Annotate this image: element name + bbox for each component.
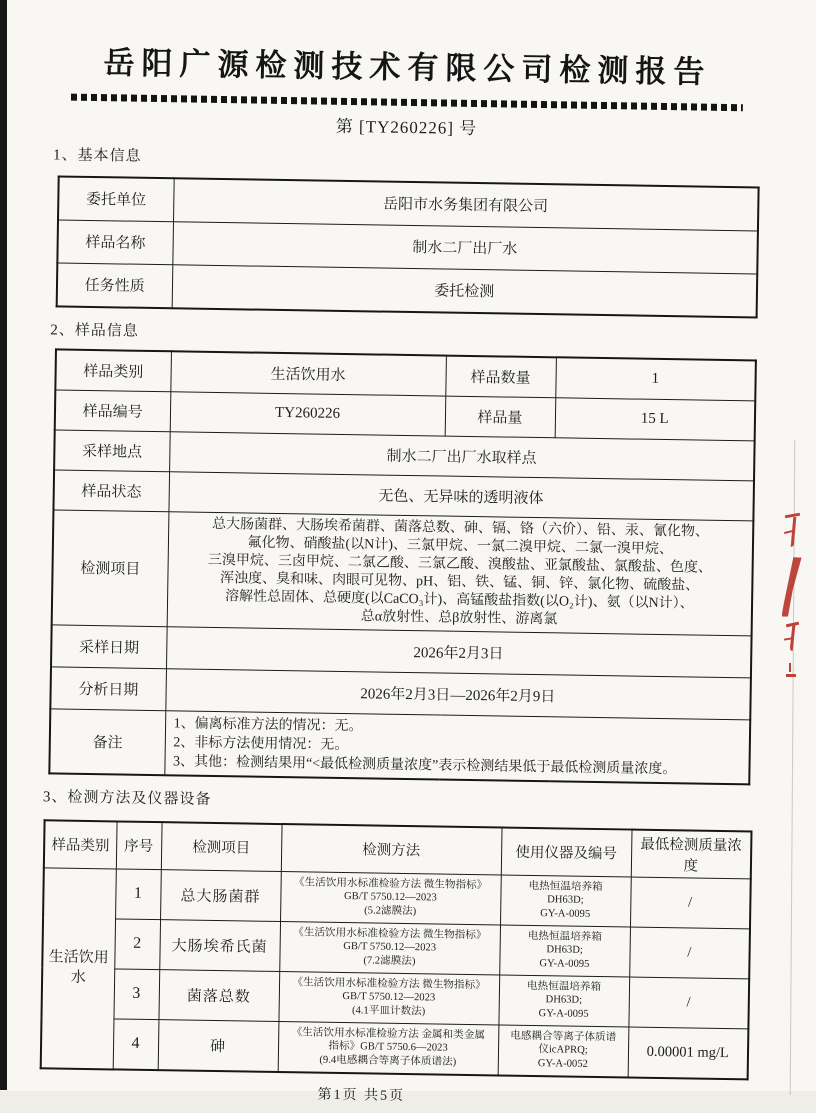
basic-info-table	[56, 175, 760, 318]
column-header: 最低检测质量浓度	[631, 829, 752, 878]
row-label: 分析日期	[50, 667, 166, 711]
remark-line: 3、其他：检测结果用“<最低检测质量浓度”表示检测结果低于最低检测质量浓度。	[172, 753, 677, 777]
section-heading-basic-info: 1、基本信息	[52, 147, 142, 165]
seal-stroke	[786, 674, 796, 677]
test-items-line: 氟化物、硝酸盐(以N计)、三氯甲烷、一氯二溴甲烷、二氯一溴甲烷、	[247, 535, 674, 557]
seal-stroke	[782, 557, 802, 618]
row-number: 1	[115, 869, 161, 920]
test-method	[278, 971, 499, 1024]
instrument-line: DH63D;	[547, 894, 584, 907]
row-value: 委托检测	[172, 264, 758, 317]
method-line: 《生活饮用水标准检验方法 金属和类金属	[291, 1026, 486, 1042]
column-header: 检测项目	[161, 822, 282, 871]
page-title: 岳阳广源检测技术有限公司检测报告	[103, 45, 712, 90]
test-method	[280, 871, 501, 924]
row-label: 委托单位	[58, 176, 174, 221]
row-label: 采样地点	[54, 430, 170, 472]
row-number: 3	[113, 969, 159, 1020]
instrument-line: DH63D;	[545, 994, 583, 1007]
test-method	[278, 1021, 499, 1075]
column-header: 使用仪器及编号	[501, 827, 632, 877]
instrument-info	[498, 975, 629, 1027]
row-label: 样品量	[445, 396, 556, 438]
test-item-name: 砷	[158, 1019, 279, 1071]
test-item-name: 总大肠菌群	[160, 869, 281, 921]
row-number: 4	[113, 1019, 159, 1070]
row-value: 无色、无异味的透明液体	[168, 471, 754, 520]
detection-limit: /	[629, 927, 750, 979]
instrument-line: GY-A-0052	[537, 1058, 588, 1070]
instrument-line: 电热恒温培养箱	[527, 930, 602, 943]
row-label: 备注	[49, 709, 165, 775]
detection-limit: /	[630, 877, 751, 929]
method-line: (9.4电感耦合等离子体质谱法)	[319, 1054, 457, 1068]
instrument-line: GY-A-0095	[538, 1008, 589, 1020]
remark-notes	[164, 710, 750, 784]
row-label: 样品名称	[57, 220, 173, 265]
method-line: 《生活饮用水标准检验方法 微生物指标》	[292, 976, 486, 992]
instrument-info	[499, 925, 630, 977]
row-label: 样品状态	[53, 470, 169, 512]
row-number: 2	[114, 919, 160, 970]
test-items-line: 三溴甲烷、三卤甲烷、二氯乙酸、三氯乙酸、溴酸盐、亚氯酸盐、氯酸盐、色度、	[207, 552, 713, 576]
table-row-remark	[49, 709, 750, 784]
row-value: TY260226	[170, 391, 446, 435]
method-line: (5.2滤膜法)	[364, 905, 417, 918]
row-value: 1	[555, 357, 756, 401]
table-row	[41, 1017, 749, 1079]
report-number: 第 [TY260226] 号	[335, 116, 478, 138]
row-label: 采样日期	[51, 625, 167, 669]
column-header: 样品类别	[44, 820, 117, 869]
row-label: 样品编号	[55, 390, 171, 432]
method-line: GB/T 5750.12—2023	[343, 941, 437, 954]
instrument-line: GY-A-0095	[540, 908, 591, 920]
test-items-line: 总α放射性、总β放射性、游离氯	[360, 608, 558, 627]
method-line: (4.1平皿计数法)	[351, 1005, 426, 1018]
column-header: 检测方法	[281, 824, 502, 875]
row-value: 2026年2月3日	[166, 626, 752, 677]
row-label: 样品类别	[55, 349, 171, 391]
method-line: 《生活饮用水标准检验方法 微生物指标》	[293, 877, 488, 892]
instrument-info	[500, 875, 631, 927]
test-method	[279, 921, 500, 974]
test-items-line: 浑浊度、臭和味、肉眼可见物、pH、铝、铁、锰、铜、锌、氯化物、硫酸盐、	[219, 570, 700, 594]
instrument-line: 电热恒温培养箱	[528, 880, 603, 893]
column-header: 序号	[116, 821, 162, 869]
row-value: 岳阳市水务集团有限公司	[173, 178, 759, 231]
instrument-line: GY-A-0095	[539, 958, 590, 970]
instrument-line: 电感耦合等离子体质谱	[510, 1030, 617, 1044]
sample-info-table	[48, 348, 757, 785]
row-value: 生活饮用水	[170, 351, 446, 396]
row-value: 制水二厂出厂水	[172, 221, 758, 273]
method-line: GB/T 5750.12—2023	[343, 891, 437, 904]
row-label: 样品数量	[445, 355, 556, 397]
instrument-line: 仪icAPRQ;	[538, 1044, 588, 1057]
method-line: (7.2滤膜法)	[363, 955, 416, 968]
section-heading-sample-info: 2、样品信息	[50, 321, 139, 340]
instrument-line: DH63D;	[546, 944, 583, 957]
test-item-name: 大肠埃希氏菌	[159, 919, 280, 971]
sample-category-cell: 生活饮用水	[41, 867, 116, 1069]
test-items-line: 溶解性总固体、总硬度(以CaCO₃计)、高锰酸盐指数(以O₂计)、氨（以N计）、	[224, 588, 694, 612]
row-value: 制水二厂出厂水取样点	[169, 431, 755, 480]
detection-limit: /	[628, 977, 749, 1029]
method-line: 《生活饮用水标准检验方法 微生物指标》	[293, 926, 487, 942]
row-value: 2026年2月3日—2026年2月9日	[165, 668, 751, 719]
detection-limit: 0.00001 mg/L	[628, 1027, 749, 1079]
page-footer: 第1页 共5页	[317, 1087, 406, 1104]
test-item-name: 菌落总数	[158, 969, 279, 1021]
remark-line: 2、非标方法使用情况：无。	[173, 734, 349, 753]
method-line: 指标》GB/T 5750.6—2023	[328, 1041, 448, 1055]
method-line: GB/T 5750.12—2023	[342, 991, 436, 1004]
instrument-line: 电热恒温培养箱	[526, 980, 602, 993]
table-row-test-items	[52, 510, 754, 636]
row-label: 任务性质	[57, 263, 173, 308]
red-seal-fragment	[782, 505, 816, 680]
remark-line: 1、偏离标准方法的情况：无。	[173, 715, 363, 734]
test-items-line: 总大肠菌群、大肠埃希菌群、菌落总数、砷、镉、铬（六价）、铅、汞、氰化物、	[211, 516, 710, 540]
seal-stroke	[789, 663, 791, 672]
row-value: 15 L	[555, 397, 756, 440]
row-label: 检测项目	[52, 510, 169, 627]
methods-table	[40, 819, 753, 1080]
section-heading-methods: 3、检测方法及仪器设备	[42, 788, 212, 808]
test-items-list	[167, 511, 754, 635]
instrument-info	[498, 1025, 629, 1078]
